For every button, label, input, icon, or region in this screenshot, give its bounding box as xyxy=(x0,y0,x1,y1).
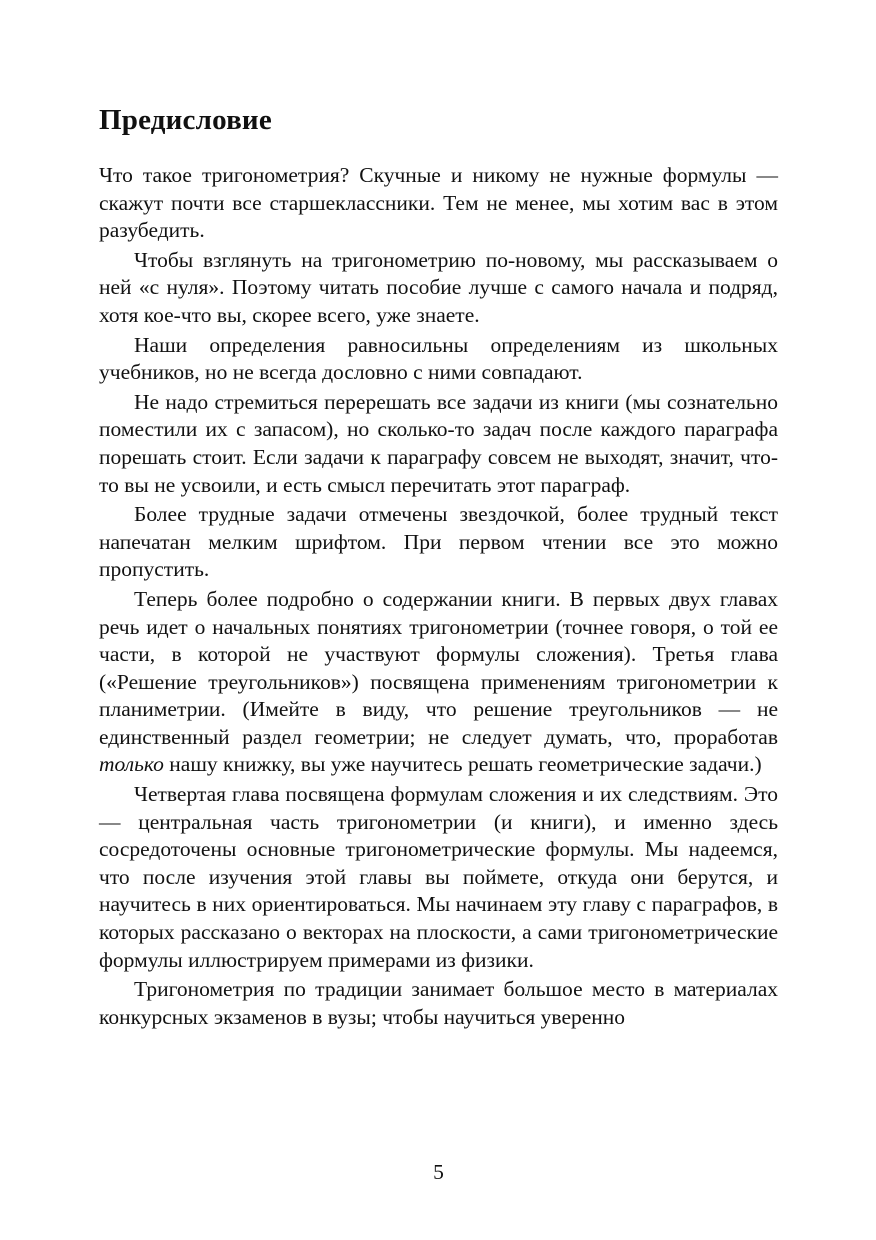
paragraph-text-continued: нашу книжку, вы уже научитесь решать геометрические задачи.) xyxy=(163,752,762,777)
paragraph-text: Тригонометрия по традиции занимает большое место в материалах конкурсных экзаменов в вузы; чтобы научиться уверенно xyxy=(99,977,778,1029)
page-title: Предисловие xyxy=(99,104,272,136)
paragraph-text: Теперь более подробно о содержании книги. В первых двух главах речь идет о начальных понятиях тригонометрии (точнее говоря, о той ее части, в которой не участвуют формулы сложения). Третья глава («Решение треугольников») посвящена применениям тригонометрии к планиметрии. (Имейте в виду, что решение треугольников — не единственный раздел геометрии; не следует думать, что, проработав xyxy=(99,586,778,749)
preface-body xyxy=(99,162,778,1033)
paragraph-text: Не надо стремиться перерешать все задачи из книги (мы сознательно поместили их с запасом), но сколько-то задач после каждого параграфа порешать стоит. Если задачи к параграфу совсем не выходят, значит, что-то вы не усвоили, и есть смысл перечитать этот параграф. xyxy=(99,389,778,497)
page-number: 5 xyxy=(433,1160,444,1184)
paragraph-text: Наши определения равносильны определениям из школьных учебников, но не всегда дословно с ними совпадают. xyxy=(99,332,778,385)
book-page xyxy=(99,0,778,1240)
paragraph-4 xyxy=(99,389,778,499)
paragraph-3 xyxy=(99,332,778,387)
paragraph-1 xyxy=(99,162,778,245)
paragraph-8 xyxy=(99,976,778,1031)
paragraph-6 xyxy=(99,586,778,779)
paragraph-7 xyxy=(99,781,778,974)
paragraph-text: Более трудные задачи отмечены звездочкой, более трудный текст напечатан мелким шрифтом. При первом чтении все это можно пропустить. xyxy=(99,502,778,582)
paragraph-text: Чтобы взглянуть на тригонометрию по-новому, мы рассказываем о ней «с нуля». Поэтому читать пособие лучше с самого начала и подряд, хотя кое-что вы, скорее всего, уже знаете. xyxy=(99,247,778,327)
paragraph-text: Четвертая глава посвящена формулам сложения и их следствиям. Это — центральная часть тригонометрии (и книги), и именно здесь сосредоточены основные тригонометрические формулы. Мы надеемся, что после изучения этой главы вы поймете, откуда они берутся, и научитесь в них ориентироваться. Мы начинаем эту главу с параграфов, в которых рассказано о векторах на плоскости, а сами тригонометрические формулы иллюстрируем примерами из физики. xyxy=(99,782,778,972)
paragraph-2 xyxy=(99,247,778,330)
paragraph-text: Что такое тригонометрия? Скучные и никому не нужные формулы — скажут почти все старшеклассники. Тем не менее, мы хотим вас в этом разубедить. xyxy=(99,163,778,243)
paragraph-5 xyxy=(99,501,778,584)
emphasized-word: только xyxy=(99,752,164,777)
